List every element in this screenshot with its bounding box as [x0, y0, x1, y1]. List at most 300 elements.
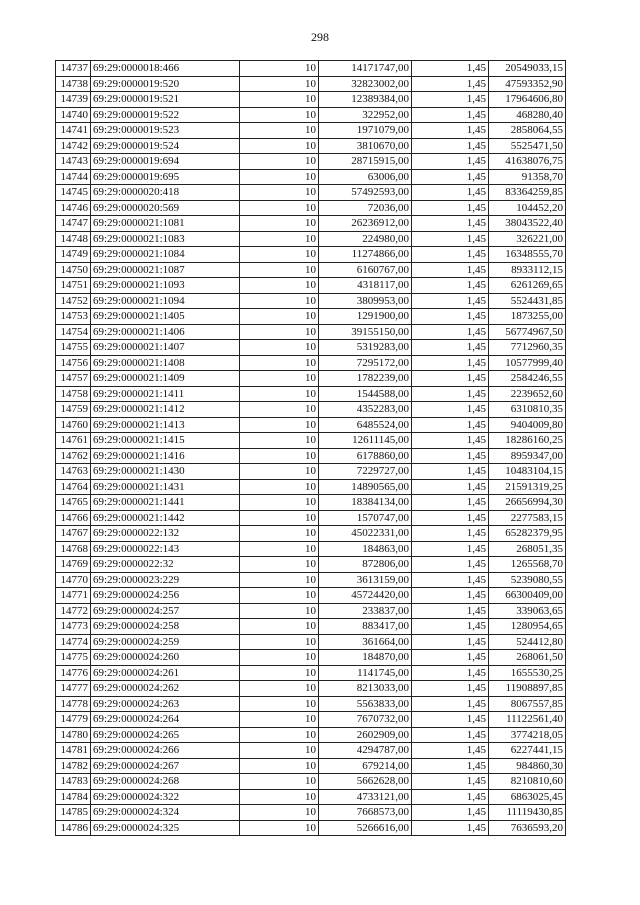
row-number-cell: 14777 — [56, 681, 91, 697]
rate-cell: 10 — [240, 231, 319, 247]
coefficient-cell: 1,45 — [412, 386, 489, 402]
table-row — [56, 231, 566, 247]
value-cell: 7295172,00 — [319, 355, 412, 371]
coefficient-cell: 1,45 — [412, 107, 489, 123]
rate-cell: 10 — [240, 541, 319, 557]
result-cell: 16348555,70 — [489, 247, 566, 263]
row-number-cell: 14751 — [56, 278, 91, 294]
value-cell: 3809953,00 — [319, 293, 412, 309]
coefficient-cell: 1,45 — [412, 557, 489, 573]
table-row — [56, 464, 566, 480]
row-number-cell: 14769 — [56, 557, 91, 573]
coefficient-cell: 1,45 — [412, 216, 489, 232]
result-cell: 524412,80 — [489, 634, 566, 650]
table-row — [56, 820, 566, 836]
row-number-cell: 14754 — [56, 324, 91, 340]
table-row — [56, 572, 566, 588]
result-cell: 10483104,15 — [489, 464, 566, 480]
rate-cell: 10 — [240, 603, 319, 619]
value-cell: 28715915,00 — [319, 154, 412, 170]
cadastral-number-cell: 69:29:0000021:1406 — [91, 324, 240, 340]
table-row — [56, 526, 566, 542]
result-cell: 8210810,60 — [489, 774, 566, 790]
coefficient-cell: 1,45 — [412, 293, 489, 309]
value-cell: 7668573,00 — [319, 805, 412, 821]
table-row — [56, 743, 566, 759]
result-cell: 2239652,60 — [489, 386, 566, 402]
coefficient-cell: 1,45 — [412, 696, 489, 712]
rate-cell: 10 — [240, 402, 319, 418]
coefficient-cell: 1,45 — [412, 448, 489, 464]
result-cell: 1655530,25 — [489, 665, 566, 681]
table-row — [56, 324, 566, 340]
result-cell: 2584246,55 — [489, 371, 566, 387]
cadastral-number-cell: 69:29:0000021:1431 — [91, 479, 240, 495]
table-row — [56, 278, 566, 294]
result-cell: 2858064,55 — [489, 123, 566, 139]
row-number-cell: 14780 — [56, 727, 91, 743]
row-number-cell: 14768 — [56, 541, 91, 557]
row-number-cell: 14781 — [56, 743, 91, 759]
result-cell: 21591319,25 — [489, 479, 566, 495]
result-cell: 2277583,15 — [489, 510, 566, 526]
coefficient-cell: 1,45 — [412, 619, 489, 635]
table-row — [56, 293, 566, 309]
value-cell: 361664,00 — [319, 634, 412, 650]
coefficient-cell: 1,45 — [412, 76, 489, 92]
coefficient-cell: 1,45 — [412, 324, 489, 340]
table-row — [56, 619, 566, 635]
cadastral-number-cell: 69:29:0000024:261 — [91, 665, 240, 681]
value-cell: 1971079,00 — [319, 123, 412, 139]
coefficient-cell: 1,45 — [412, 355, 489, 371]
row-number-cell: 14773 — [56, 619, 91, 635]
cadastral-number-cell: 69:29:0000019:695 — [91, 169, 240, 185]
value-cell: 4318117,00 — [319, 278, 412, 294]
coefficient-cell: 1,45 — [412, 154, 489, 170]
value-cell: 6485524,00 — [319, 417, 412, 433]
row-number-cell: 14750 — [56, 262, 91, 278]
rate-cell: 10 — [240, 309, 319, 325]
cadastral-number-cell: 69:29:0000023:229 — [91, 572, 240, 588]
coefficient-cell: 1,45 — [412, 634, 489, 650]
coefficient-cell: 1,45 — [412, 464, 489, 480]
row-number-cell: 14772 — [56, 603, 91, 619]
rate-cell: 10 — [240, 634, 319, 650]
cadastral-number-cell: 69:29:0000021:1412 — [91, 402, 240, 418]
rate-cell: 10 — [240, 650, 319, 666]
table-row — [56, 805, 566, 821]
rate-cell: 10 — [240, 464, 319, 480]
table-row — [56, 603, 566, 619]
cadastral-number-cell: 69:29:0000024:256 — [91, 588, 240, 604]
rate-cell: 10 — [240, 123, 319, 139]
value-cell: 1141745,00 — [319, 665, 412, 681]
table-row — [56, 123, 566, 139]
row-number-cell: 14782 — [56, 758, 91, 774]
table-row — [56, 200, 566, 216]
table-row — [56, 216, 566, 232]
result-cell: 7636593,20 — [489, 820, 566, 836]
value-cell: 679214,00 — [319, 758, 412, 774]
row-number-cell: 14766 — [56, 510, 91, 526]
row-number-cell: 14760 — [56, 417, 91, 433]
cadastral-number-cell: 69:29:0000021:1094 — [91, 293, 240, 309]
rate-cell: 10 — [240, 743, 319, 759]
rate-cell: 10 — [240, 417, 319, 433]
cadastral-number-cell: 69:29:0000024:266 — [91, 743, 240, 759]
cadastral-number-cell: 69:29:0000021:1087 — [91, 262, 240, 278]
table-row — [56, 247, 566, 263]
table-row — [56, 371, 566, 387]
result-cell: 38043522,40 — [489, 216, 566, 232]
row-number-cell: 14762 — [56, 448, 91, 464]
coefficient-cell: 1,45 — [412, 774, 489, 790]
cadastral-number-cell: 69:29:0000021:1409 — [91, 371, 240, 387]
cadastral-number-cell: 69:29:0000024:267 — [91, 758, 240, 774]
coefficient-cell: 1,45 — [412, 417, 489, 433]
value-cell: 12611145,00 — [319, 433, 412, 449]
row-number-cell: 14771 — [56, 588, 91, 604]
row-number-cell: 14747 — [56, 216, 91, 232]
result-cell: 26656994,30 — [489, 495, 566, 511]
coefficient-cell: 1,45 — [412, 309, 489, 325]
row-number-cell: 14756 — [56, 355, 91, 371]
row-number-cell: 14758 — [56, 386, 91, 402]
row-number-cell: 14752 — [56, 293, 91, 309]
rate-cell: 10 — [240, 169, 319, 185]
result-cell: 41638076,75 — [489, 154, 566, 170]
row-number-cell: 14743 — [56, 154, 91, 170]
cadastral-number-cell: 69:29:0000024:258 — [91, 619, 240, 635]
row-number-cell: 14737 — [56, 61, 91, 77]
coefficient-cell: 1,45 — [412, 402, 489, 418]
cadastral-number-cell: 69:29:0000019:524 — [91, 138, 240, 154]
result-cell: 65282379,95 — [489, 526, 566, 542]
value-cell: 1782239,00 — [319, 371, 412, 387]
table-row — [56, 402, 566, 418]
result-cell: 6261269,65 — [489, 278, 566, 294]
row-number-cell: 14778 — [56, 696, 91, 712]
rate-cell: 10 — [240, 572, 319, 588]
result-cell: 17964606,80 — [489, 92, 566, 108]
value-cell: 5662628,00 — [319, 774, 412, 790]
rate-cell: 10 — [240, 665, 319, 681]
table-row — [56, 355, 566, 371]
value-cell: 5319283,00 — [319, 340, 412, 356]
cadastral-number-cell: 69:29:0000019:520 — [91, 76, 240, 92]
coefficient-cell: 1,45 — [412, 262, 489, 278]
cadastral-number-cell: 69:29:0000021:1415 — [91, 433, 240, 449]
result-cell: 8067557,85 — [489, 696, 566, 712]
result-cell: 8959347,00 — [489, 448, 566, 464]
row-number-cell: 14783 — [56, 774, 91, 790]
value-cell: 12389384,00 — [319, 92, 412, 108]
value-cell: 3613159,00 — [319, 572, 412, 588]
cadastral-number-cell: 69:29:0000021:1411 — [91, 386, 240, 402]
rate-cell: 10 — [240, 696, 319, 712]
row-number-cell: 14775 — [56, 650, 91, 666]
coefficient-cell: 1,45 — [412, 727, 489, 743]
rate-cell: 10 — [240, 247, 319, 263]
table-row — [56, 76, 566, 92]
table-row — [56, 727, 566, 743]
value-cell: 3810670,00 — [319, 138, 412, 154]
table-row — [56, 61, 566, 77]
result-cell: 91358,70 — [489, 169, 566, 185]
rate-cell: 10 — [240, 526, 319, 542]
row-number-cell: 14785 — [56, 805, 91, 821]
table-row — [56, 665, 566, 681]
coefficient-cell: 1,45 — [412, 665, 489, 681]
result-cell: 326221,00 — [489, 231, 566, 247]
value-cell: 1570747,00 — [319, 510, 412, 526]
value-cell: 4294787,00 — [319, 743, 412, 759]
table-row — [56, 789, 566, 805]
cadastral-number-cell: 69:29:0000021:1081 — [91, 216, 240, 232]
rate-cell: 10 — [240, 789, 319, 805]
rate-cell: 10 — [240, 681, 319, 697]
value-cell: 5266616,00 — [319, 820, 412, 836]
value-cell: 224980,00 — [319, 231, 412, 247]
table-row — [56, 417, 566, 433]
value-cell: 4733121,00 — [319, 789, 412, 805]
cadastral-number-cell: 69:29:0000022:143 — [91, 541, 240, 557]
cadastral-number-cell: 69:29:0000024:263 — [91, 696, 240, 712]
value-cell: 7670732,00 — [319, 712, 412, 728]
result-cell: 5525471,50 — [489, 138, 566, 154]
result-cell: 18286160,25 — [489, 433, 566, 449]
rate-cell: 10 — [240, 185, 319, 201]
rate-cell: 10 — [240, 371, 319, 387]
result-cell: 1280954,65 — [489, 619, 566, 635]
result-cell: 268051,35 — [489, 541, 566, 557]
rate-cell: 10 — [240, 774, 319, 790]
coefficient-cell: 1,45 — [412, 200, 489, 216]
coefficient-cell: 1,45 — [412, 603, 489, 619]
coefficient-cell: 1,45 — [412, 588, 489, 604]
row-number-cell: 14742 — [56, 138, 91, 154]
result-cell: 8933112,15 — [489, 262, 566, 278]
value-cell: 39155150,00 — [319, 324, 412, 340]
table-row — [56, 154, 566, 170]
value-cell: 1544588,00 — [319, 386, 412, 402]
cadastral-number-cell: 69:29:0000021:1442 — [91, 510, 240, 526]
row-number-cell: 14764 — [56, 479, 91, 495]
cadastral-number-cell: 69:29:0000024:268 — [91, 774, 240, 790]
cadastral-number-cell: 69:29:0000024:322 — [91, 789, 240, 805]
coefficient-cell: 1,45 — [412, 650, 489, 666]
table-row — [56, 107, 566, 123]
table-row — [56, 495, 566, 511]
result-cell: 6310810,35 — [489, 402, 566, 418]
table-row — [56, 541, 566, 557]
rate-cell: 10 — [240, 479, 319, 495]
value-cell: 63006,00 — [319, 169, 412, 185]
value-cell: 322952,00 — [319, 107, 412, 123]
result-cell: 11908897,85 — [489, 681, 566, 697]
coefficient-cell: 1,45 — [412, 758, 489, 774]
cadastral-number-cell: 69:29:0000024:325 — [91, 820, 240, 836]
cadastral-number-cell: 69:29:0000024:260 — [91, 650, 240, 666]
value-cell: 14890565,00 — [319, 479, 412, 495]
rate-cell: 10 — [240, 340, 319, 356]
row-number-cell: 14748 — [56, 231, 91, 247]
rate-cell: 10 — [240, 588, 319, 604]
table-row — [56, 712, 566, 728]
row-number-cell: 14779 — [56, 712, 91, 728]
value-cell: 11274866,00 — [319, 247, 412, 263]
row-number-cell: 14739 — [56, 92, 91, 108]
table-row — [56, 774, 566, 790]
table-row — [56, 588, 566, 604]
result-cell: 3774218,05 — [489, 727, 566, 743]
coefficient-cell: 1,45 — [412, 340, 489, 356]
row-number-cell: 14746 — [56, 200, 91, 216]
rate-cell: 10 — [240, 386, 319, 402]
cadastral-number-cell: 69:29:0000021:1407 — [91, 340, 240, 356]
table-row — [56, 169, 566, 185]
cadastral-number-cell: 69:29:0000024:262 — [91, 681, 240, 697]
row-number-cell: 14759 — [56, 402, 91, 418]
value-cell: 45022331,00 — [319, 526, 412, 542]
table-row — [56, 510, 566, 526]
table-row — [56, 433, 566, 449]
row-number-cell: 14765 — [56, 495, 91, 511]
result-cell: 6227441,15 — [489, 743, 566, 759]
value-cell: 4352283,00 — [319, 402, 412, 418]
result-cell: 20549033,15 — [489, 61, 566, 77]
rate-cell: 10 — [240, 727, 319, 743]
coefficient-cell: 1,45 — [412, 789, 489, 805]
coefficient-cell: 1,45 — [412, 479, 489, 495]
value-cell: 57492593,00 — [319, 185, 412, 201]
table-row — [56, 650, 566, 666]
coefficient-cell: 1,45 — [412, 231, 489, 247]
cadastral-number-cell: 69:29:0000020:569 — [91, 200, 240, 216]
rate-cell: 10 — [240, 619, 319, 635]
row-number-cell: 14761 — [56, 433, 91, 449]
coefficient-cell: 1,45 — [412, 743, 489, 759]
coefficient-cell: 1,45 — [412, 278, 489, 294]
cadastral-number-cell: 69:29:0000024:265 — [91, 727, 240, 743]
row-number-cell: 14763 — [56, 464, 91, 480]
row-number-cell: 14767 — [56, 526, 91, 542]
value-cell: 6160767,00 — [319, 262, 412, 278]
table-row — [56, 696, 566, 712]
rate-cell: 10 — [240, 324, 319, 340]
coefficient-cell: 1,45 — [412, 541, 489, 557]
coefficient-cell: 1,45 — [412, 510, 489, 526]
data-table — [55, 60, 566, 836]
rate-cell: 10 — [240, 200, 319, 216]
cadastral-number-cell: 69:29:0000021:1413 — [91, 417, 240, 433]
rate-cell: 10 — [240, 712, 319, 728]
rate-cell: 10 — [240, 510, 319, 526]
page-number: 298 — [311, 30, 329, 44]
result-cell: 10577999,40 — [489, 355, 566, 371]
coefficient-cell: 1,45 — [412, 247, 489, 263]
rate-cell: 10 — [240, 154, 319, 170]
value-cell: 872806,00 — [319, 557, 412, 573]
table-row — [56, 309, 566, 325]
result-cell: 268061,50 — [489, 650, 566, 666]
cadastral-number-cell: 69:29:0000024:264 — [91, 712, 240, 728]
coefficient-cell: 1,45 — [412, 572, 489, 588]
coefficient-cell: 1,45 — [412, 805, 489, 821]
result-cell: 1265568,70 — [489, 557, 566, 573]
cadastral-number-cell: 69:29:0000024:324 — [91, 805, 240, 821]
result-cell: 5524431,85 — [489, 293, 566, 309]
cadastral-number-cell: 69:29:0000021:1430 — [91, 464, 240, 480]
rate-cell: 10 — [240, 495, 319, 511]
result-cell: 1873255,00 — [489, 309, 566, 325]
value-cell: 1291900,00 — [319, 309, 412, 325]
row-number-cell: 14738 — [56, 76, 91, 92]
table-row — [56, 479, 566, 495]
value-cell: 883417,00 — [319, 619, 412, 635]
cadastral-number-cell: 69:29:0000021:1093 — [91, 278, 240, 294]
table-row — [56, 185, 566, 201]
table-row — [56, 262, 566, 278]
coefficient-cell: 1,45 — [412, 526, 489, 542]
coefficient-cell: 1,45 — [412, 371, 489, 387]
result-cell: 66300409,00 — [489, 588, 566, 604]
row-number-cell: 14741 — [56, 123, 91, 139]
coefficient-cell: 1,45 — [412, 433, 489, 449]
table-row — [56, 681, 566, 697]
cadastral-number-cell: 69:29:0000022:132 — [91, 526, 240, 542]
cadastral-number-cell: 69:29:0000018:466 — [91, 61, 240, 77]
coefficient-cell: 1,45 — [412, 92, 489, 108]
row-number-cell: 14753 — [56, 309, 91, 325]
rate-cell: 10 — [240, 262, 319, 278]
result-cell: 339063,65 — [489, 603, 566, 619]
rate-cell: 10 — [240, 758, 319, 774]
result-cell: 47593352,90 — [489, 76, 566, 92]
coefficient-cell: 1,45 — [412, 712, 489, 728]
value-cell: 2602909,00 — [319, 727, 412, 743]
coefficient-cell: 1,45 — [412, 185, 489, 201]
table-row — [56, 92, 566, 108]
table-row — [56, 448, 566, 464]
row-number-cell: 14740 — [56, 107, 91, 123]
rate-cell: 10 — [240, 76, 319, 92]
row-number-cell: 14755 — [56, 340, 91, 356]
result-cell: 104452,20 — [489, 200, 566, 216]
table-row — [56, 634, 566, 650]
rate-cell: 10 — [240, 92, 319, 108]
result-cell: 6863025,45 — [489, 789, 566, 805]
result-cell: 9404009,80 — [489, 417, 566, 433]
cadastral-number-cell: 69:29:0000020:418 — [91, 185, 240, 201]
result-cell: 11119430,85 — [489, 805, 566, 821]
result-cell: 984860,30 — [489, 758, 566, 774]
value-cell: 18384134,00 — [319, 495, 412, 511]
value-cell: 184863,00 — [319, 541, 412, 557]
rate-cell: 10 — [240, 107, 319, 123]
table-row — [56, 340, 566, 356]
cadastral-number-cell: 69:29:0000024:257 — [91, 603, 240, 619]
rate-cell: 10 — [240, 278, 319, 294]
value-cell: 184870,00 — [319, 650, 412, 666]
value-cell: 6178860,00 — [319, 448, 412, 464]
rate-cell: 10 — [240, 216, 319, 232]
rate-cell: 10 — [240, 293, 319, 309]
coefficient-cell: 1,45 — [412, 820, 489, 836]
result-cell: 11122561,40 — [489, 712, 566, 728]
cadastral-number-cell: 69:29:0000019:521 — [91, 92, 240, 108]
